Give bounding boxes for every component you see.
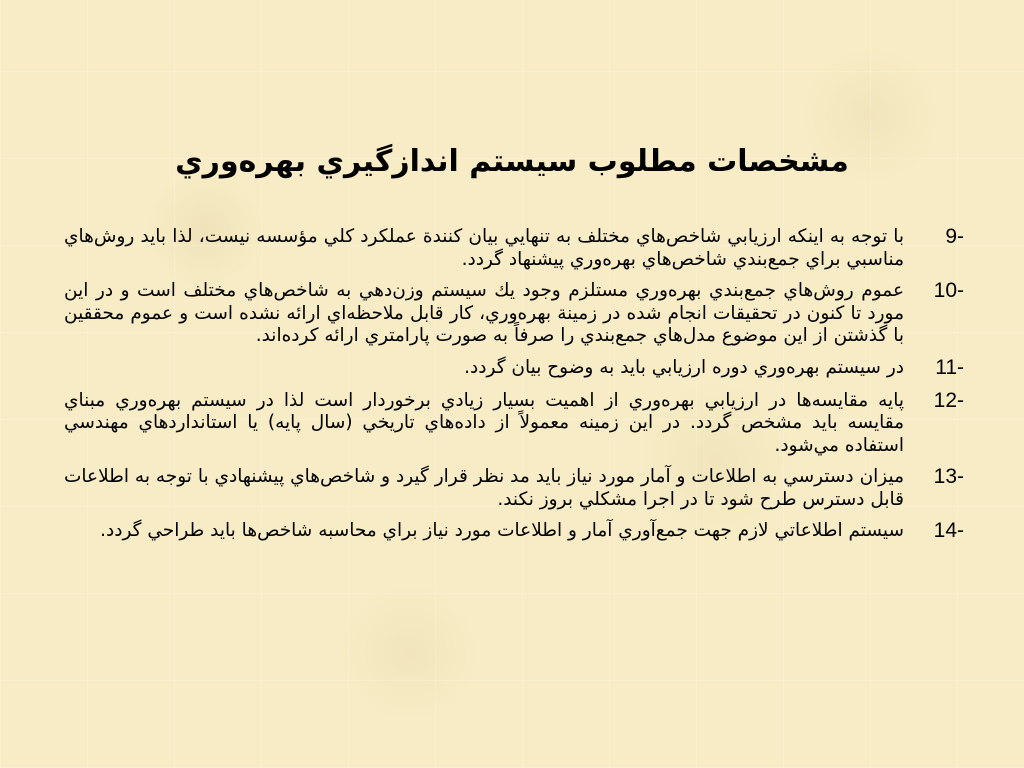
item-number: 11-	[935, 355, 964, 379]
slide-title: مشخصات مطلوب سيستم اندازگيري بهره‌وري	[175, 144, 849, 179]
item-number: 13-	[933, 465, 964, 488]
list-item-12	[64, 386, 964, 458]
item-number: 10-	[933, 279, 964, 302]
list-item-14	[64, 516, 964, 544]
item-number: 14-	[933, 519, 964, 542]
item-text: ميزان دسترسي به اطلاعات و آمار مورد نياز بايد مد نظر قرار گيرد و شاخص‌هاي پيشنهادي با توجه به اطلاعات قابل دسترس طرح شود تا در اجرا مشكلي بروز نكند.	[64, 466, 904, 510]
item-text: پايه مقايسه‌ها در ارزيابي بهره‌وري از اهميت بسيار زيادي برخوردار است لذا در سيستم بهره‌وري مبناي مقايسه بايد مشخص گردد. در اين زمينه معمولاً از داده‌هاي تاريخي (سال پايه) يا استانداردهاي مهندسي استفاده مي‌شود.	[64, 389, 904, 456]
item-text: با توجه به اينكه ارزيابي شاخص‌هاي مختلف به تنهايي بيان كنندة عملكرد كلي مؤسسه نيست، لذا بايد روش‌هاي مناسبي براي جمع‌بندي شاخص‌هاي بهره‌وري پيشنهاد گردد.	[64, 226, 904, 270]
item-text: سيستم اطلاعاتي لازم جهت جمع‌آوري آمار و اطلاعات مورد نياز براي محاسبه شاخص‌ها بايد طراحي گردد.	[100, 520, 904, 541]
list-item-13	[64, 462, 964, 511]
item-number: 9-	[945, 225, 964, 248]
item-number: 12-	[933, 388, 964, 412]
item-text: عموم روش‌هاي جمع‌بندي بهره‌وري مستلزم وجود يك سيستم وزن‌دهي به شاخص‌هاي مختلف است و در اين مورد تا كنون در تحقيقات انجام شده در زمينة بهره‌وري، كار قابل ملاحظه‌اي ارائه نشده است و عموم محققين با گذشتن از اين موضوع مدل‌هاي جمع‌بندي را صرفاً به صورت پارامتري ارائه كرده‌اند.	[64, 280, 904, 346]
item-text: در سيستم بهره‌وري دوره ارزيابي بايد به وضوح بيان گردد.	[464, 356, 904, 378]
content-list	[64, 222, 964, 549]
list-item-9	[64, 222, 964, 271]
list-item-11	[64, 353, 964, 381]
list-item-10	[64, 276, 964, 348]
